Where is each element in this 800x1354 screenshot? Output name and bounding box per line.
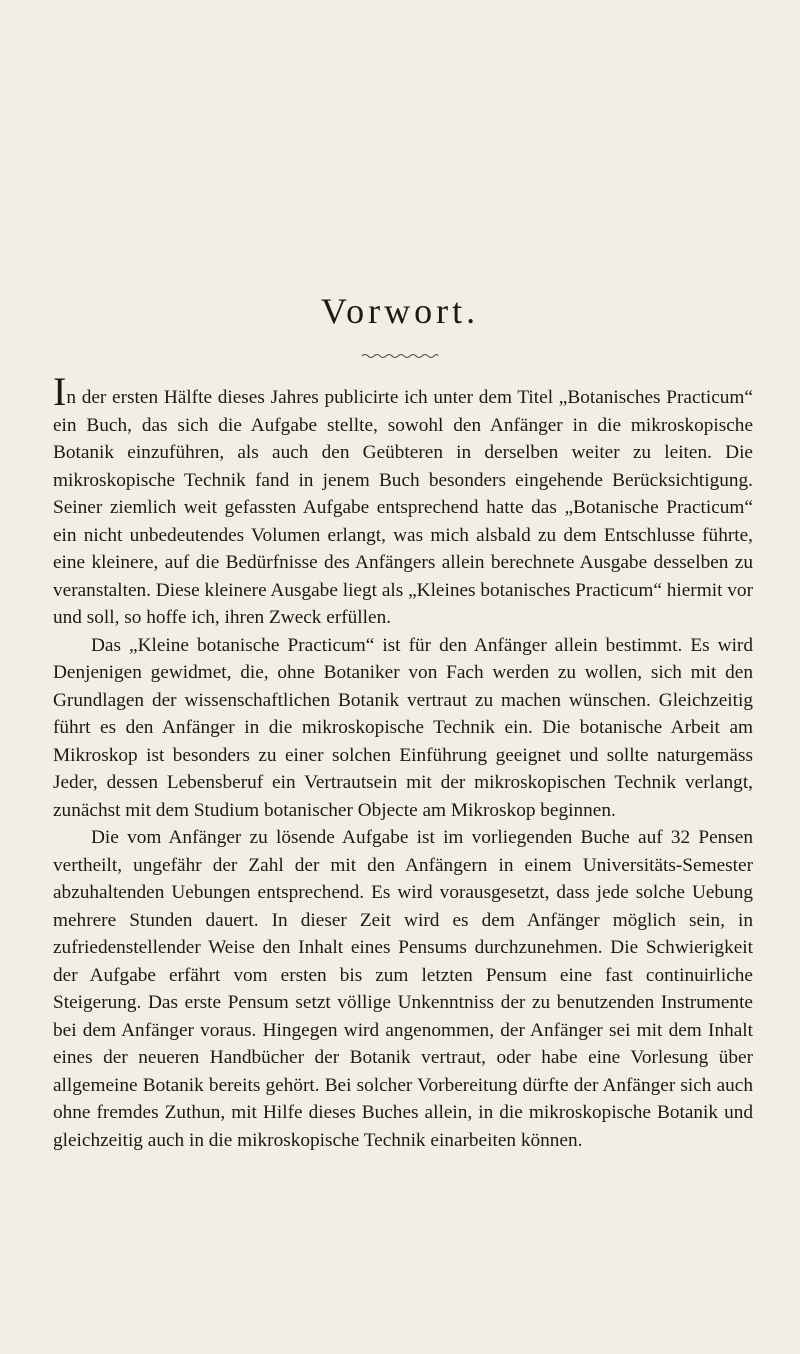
paragraph-2: Das „Kleine botanische Practicum“ ist für den Anfänger allein bestimmt. Es wird Denjenigen gewidmet, die, ohne Botaniker von Fach werden zu wollen, sich mit den Grundlagen der wissenschaftlichen Botanik vertraut zu machen wünschen. Gleichzeitig führt es den Anfänger in die mikroskopische Technik ein. Die botanische Arbeit am Mikroskop ist besonders zu einer solchen Einführung geeignet und sollte naturgemäss Jeder, dessen Lebensberuf ein Vertrautsein mit der mikroskopischen Technik verlangt, zunächst mit dem Studium botanischer Objecte am Mikroskop beginnen. [53, 634, 753, 821]
paragraph-3: Die vom Anfänger zu lösende Aufgabe ist im vorliegenden Buche auf 32 Pensen vertheilt, ungefähr der Zahl der mit den Anfängern in einem Universitäts-Semester abzuhaltenden Uebungen entsprechend. Es wird vorausgesetzt, dass jede solche Uebung mehrere Stunden dauert. In dieser Zeit wird es dem Anfänger möglich sein, in zufriedenstellender Weise den Inhalt eines Pensums durchzunehmen. Die Schwierigkeit der Aufgabe erfährt vom ersten bis zum letzten Pensum eine fast continuirliche Steigerung. Das erste Pensum setzt völlige Unkenntniss der zu benutzenden Instrumente bei dem Anfänger voraus. Hingegen wird angenommen, der Anfänger sei mit dem Inhalt eines der neueren Handbücher der Botanik vertraut, oder habe eine Vorlesung über allgemeine Botanik bereits gehört. Bei solcher Vorbereitung dürfte der Anfänger sich auch ohne fremdes Zuthun, mit Hilfe dieses Buches allein, in die mikroskopische Botanik und gleichzeitig auch in die mikroskopische Technik einarbeiten können. [53, 827, 753, 1151]
title-ornament [0, 352, 800, 362]
paragraph-1-text: n der ersten Hälfte dieses Jahres publicirte ich unter dem Titel „Botanisches Practicum“ ein Buch, das sich die Aufgabe stellte, sowohl den Anfänger in die mikroskopische Botanik einzuführen, als auch den Geübteren in derselben weiter zu leiten. Die mikroskopische Technik fand in jenem Buch besonders eingehende Berücksichtigung. Seiner ziemlich weit gefassten Aufgabe entsprechend hatte das „Botanische Practicum“ ein nicht unbedeutendes Volumen erlangt, was mich alsbald zu dem Entschlusse führte, eine kleinere, auf die Bedürfnisse des Anfängers allein berechnete Ausgabe desselben zu veranstalten. Diese kleinere Ausgabe liegt als „Kleines botanisches Practicum“ hiermit vor und soll, so hoffe ich, ihren Zweck erfüllen. [53, 387, 753, 628]
wavy-rule-icon [360, 352, 440, 360]
preface-text [53, 369, 753, 1154]
page-title: Vorwort. [320, 291, 480, 331]
paragraph-1 [53, 369, 753, 632]
drop-cap: I [53, 369, 67, 414]
